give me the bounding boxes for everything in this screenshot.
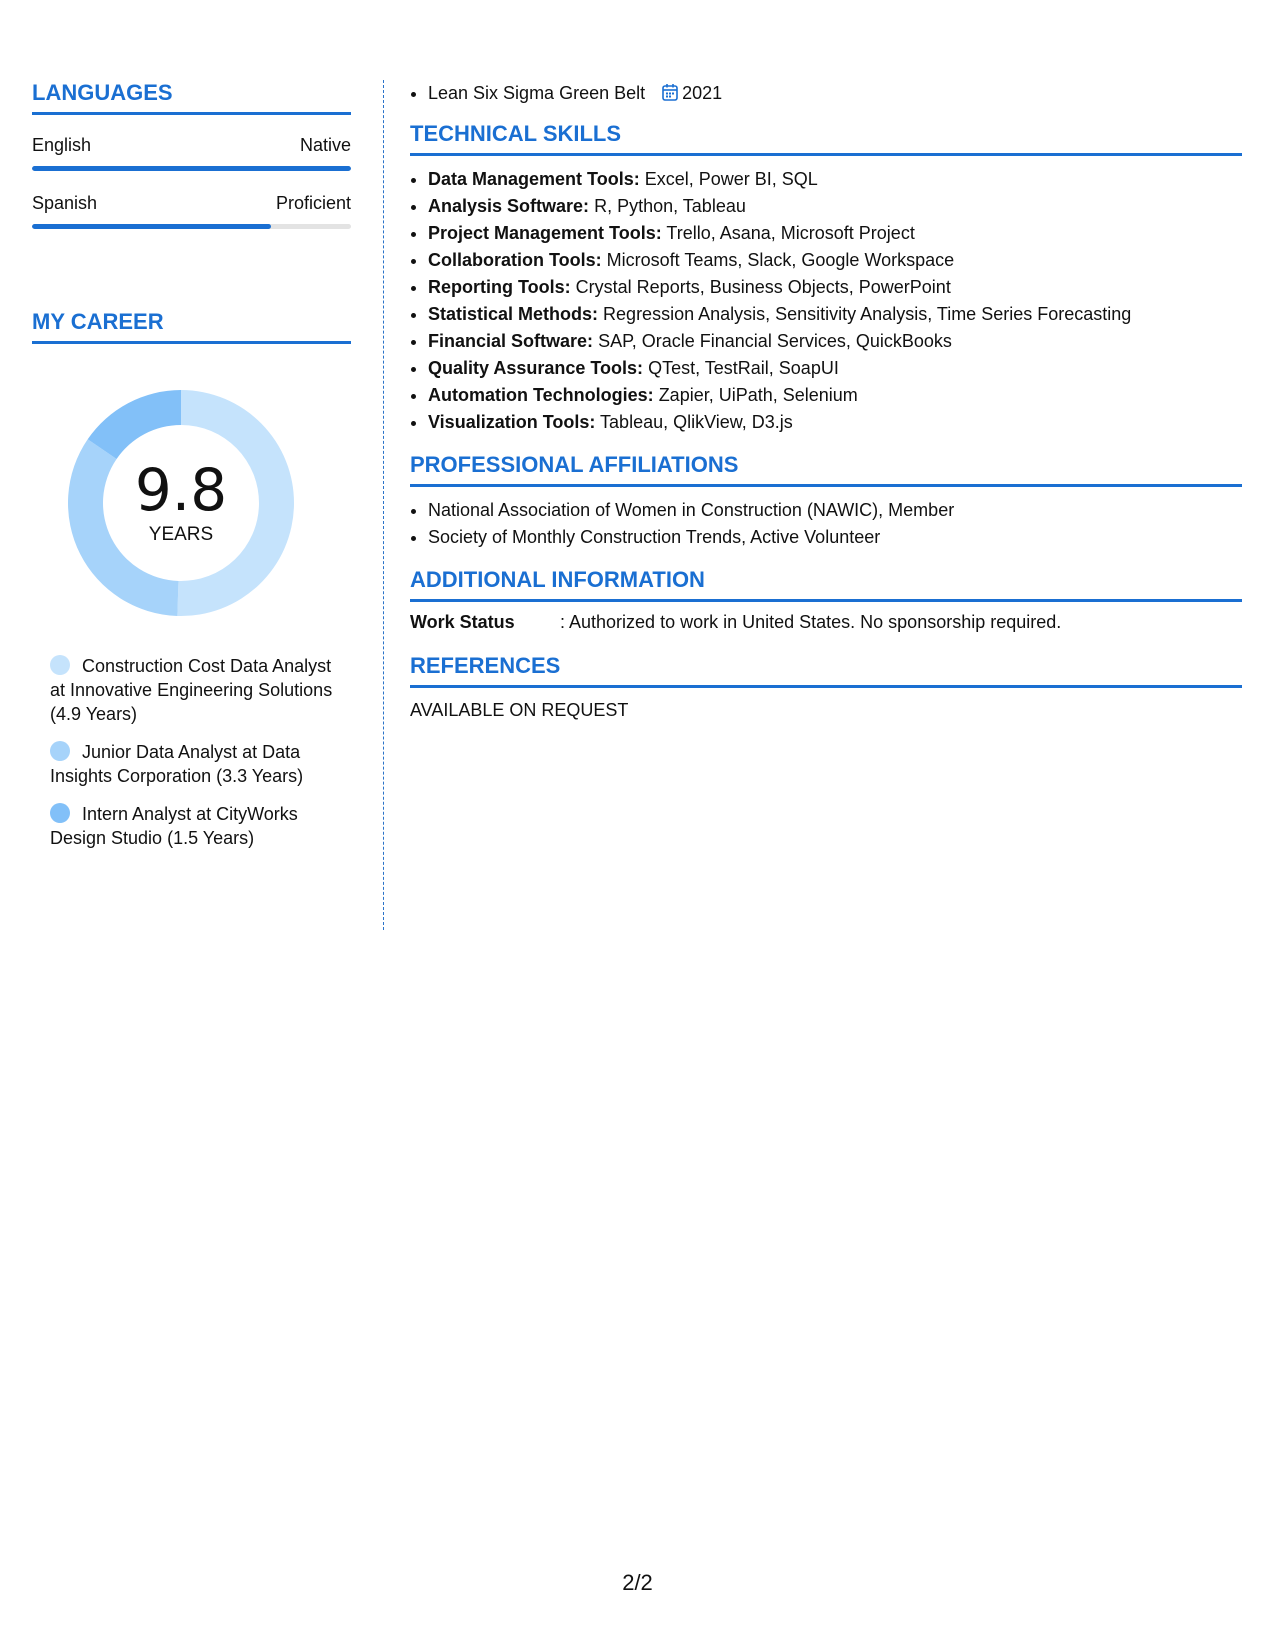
skill-value: Regression Analysis, Sensitivity Analysis, Time Series Forecasting <box>603 304 1132 324</box>
language-level: Proficient <box>275 193 351 213</box>
skill-item <box>428 355 1242 382</box>
language-item <box>32 193 351 229</box>
language-proficiency-bar <box>32 224 351 229</box>
language-proficiency-bar <box>32 166 351 171</box>
skill-item <box>428 301 1242 328</box>
skill-label: Analysis Software: <box>428 196 590 216</box>
language-proficiency-fill <box>32 166 351 171</box>
additional-info-section <box>410 567 1242 633</box>
career-legend-label: Junior Data Analyst at Data Insights Corporation (3.3 Years) <box>50 742 304 786</box>
skill-label: Quality Assurance Tools: <box>428 358 644 378</box>
skill-label: Visualization Tools: <box>428 412 596 432</box>
skill-item <box>428 247 1242 274</box>
career-legend-label: Construction Cost Data Analyst at Innovative Engineering Solutions (4.9 Years) <box>50 656 333 724</box>
certification-name: Lean Six Sigma Green Belt <box>428 83 646 103</box>
legend-dot <box>50 655 70 675</box>
certification-list <box>410 80 1242 109</box>
language-proficiency-fill <box>32 224 271 229</box>
career-total-unit: YEARS <box>148 524 214 545</box>
skill-value: Zapier, UiPath, Selenium <box>658 385 858 405</box>
career-legend-item <box>50 740 340 788</box>
skill-item <box>428 166 1242 193</box>
skill-label: Statistical Methods: <box>428 304 599 324</box>
skill-item <box>428 382 1242 409</box>
affiliation-item: • National Association of Women in Construction (NAWIC), Member <box>428 497 1242 524</box>
career-legend-item <box>50 654 340 726</box>
affiliations-title: PROFESSIONAL AFFILIATIONS <box>410 452 1242 487</box>
language-name: Spanish <box>32 193 98 213</box>
skill-item <box>428 274 1242 301</box>
work-status-row <box>410 612 1242 633</box>
technical-skills-section <box>410 121 1242 436</box>
skill-item <box>428 409 1242 436</box>
affiliations-list <box>410 497 1242 551</box>
skill-item <box>428 328 1242 355</box>
language-level: Native <box>299 135 351 155</box>
additional-info-title: ADDITIONAL INFORMATION <box>410 567 1242 602</box>
career-legend-label: Intern Analyst at CityWorks Design Studio (1.5 Years) <box>50 804 298 848</box>
references-value: AVAILABLE ON REQUEST <box>410 700 629 720</box>
certification-year: 2021 <box>682 83 723 103</box>
affiliations-section <box>410 452 1242 551</box>
language-name: English <box>32 135 92 155</box>
skill-value: Excel, Power BI, SQL <box>644 169 818 189</box>
skill-label: Reporting Tools: <box>428 277 571 297</box>
skill-label: Project Management Tools: <box>428 223 662 243</box>
skill-item <box>428 220 1242 247</box>
legend-dot <box>50 741 70 761</box>
career-title: MY CAREER <box>32 309 351 344</box>
career-donut-chart <box>66 388 296 618</box>
skill-label: Automation Technologies: <box>428 385 654 405</box>
skill-item <box>428 193 1242 220</box>
calendar-icon <box>662 82 678 109</box>
career-legend <box>50 654 340 850</box>
certification-item <box>428 80 1242 109</box>
references-section <box>410 653 1242 721</box>
technical-skills-list <box>410 166 1242 436</box>
main-column <box>410 80 1242 721</box>
skill-value: Crystal Reports, Business Objects, PowerPoint <box>575 277 951 297</box>
skill-value: Tableau, QlikView, D3.js <box>600 412 793 432</box>
languages-title: LANGUAGES <box>32 80 351 115</box>
page-number: 2/2 <box>622 1570 653 1595</box>
work-status-label: Work Status <box>410 612 515 632</box>
language-item <box>32 135 351 171</box>
column-divider <box>383 80 384 930</box>
language-list <box>32 135 351 229</box>
skill-value: Trello, Asana, Microsoft Project <box>666 223 915 243</box>
skill-label: Collaboration Tools: <box>428 250 602 270</box>
references-title: REFERENCES <box>410 653 1242 688</box>
work-status-value: : Authorized to work in United States. No sponsorship required. <box>560 612 1062 632</box>
career-total-years: 9.8 <box>134 456 228 524</box>
technical-skills-title: TECHNICAL SKILLS <box>410 121 1242 156</box>
skill-label: Financial Software: <box>428 331 594 351</box>
sidebar <box>32 80 351 864</box>
skill-label: Data Management Tools: <box>428 169 640 189</box>
career-legend-item <box>50 802 340 850</box>
legend-dot <box>50 803 70 823</box>
skill-value: SAP, Oracle Financial Services, QuickBooks <box>598 331 952 351</box>
affiliation-item: • Society of Monthly Construction Trends, Active Volunteer <box>428 524 1242 551</box>
skill-value: Microsoft Teams, Slack, Google Workspace <box>606 250 955 270</box>
skill-value: R, Python, Tableau <box>594 196 746 216</box>
skill-value: QTest, TestRail, SoapUI <box>648 358 839 378</box>
